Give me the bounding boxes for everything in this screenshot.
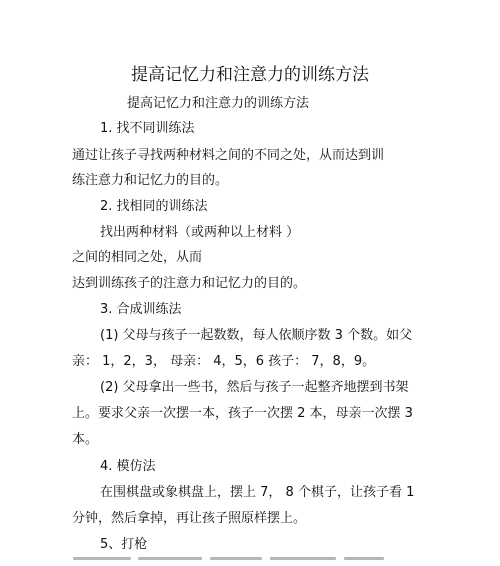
paragraph-line: 找出两种材料（或两种以上材料 ） [100,225,300,240]
paragraph-line: 达到训练孩子的注意力和记忆力的目的。 [72,276,307,291]
paragraph-line: 通过让孩子寻找两种材料之间的不同之处，从而达到训 [72,148,385,163]
paragraph-line: 练注意力和记忆力的目的。 [72,173,229,188]
section-heading-4: 4. 模仿法 [100,459,156,474]
paragraph-line: 分钟，然后拿掉，再让孩子照原样摆上。 [72,511,307,526]
section-heading-2: 2. 找相同的训练法 [100,199,208,214]
section-heading-1: 1. 找不同训练法 [100,121,195,136]
paragraph-line: 之间的相同之处，从而 [72,250,203,265]
section-heading-3: 3. 合成训练法 [100,302,182,317]
paragraph-line: 在围棋盘或象棋盘上，摆上 7， 8 个棋子，让孩子看 1 [100,485,415,500]
document-title: 提高记忆力和注意力的训练方法 [131,65,369,85]
cut-off-text-line [0,556,500,566]
paragraph-line: (1) 父母与孩子一起数数，每人依顺序数 3 个数。如父 [100,328,413,343]
paragraph-line: 亲： 1，2，3， 母亲： 4，5，6 孩子： 7，8，9。 [72,354,376,369]
paragraph-line: 上。要求父亲一次摆一本，孩子一次摆 2 本，母亲一次摆 3 [72,406,413,421]
paragraph-line: (2) 父母拿出一些书，然后与孩子一起整齐地摆到书架 [100,380,409,395]
section-heading-5: 5、打枪 [100,537,148,552]
paragraph-line: 本。 [72,432,99,447]
document-subtitle: 提高记忆力和注意力的训练方法 [127,96,310,111]
